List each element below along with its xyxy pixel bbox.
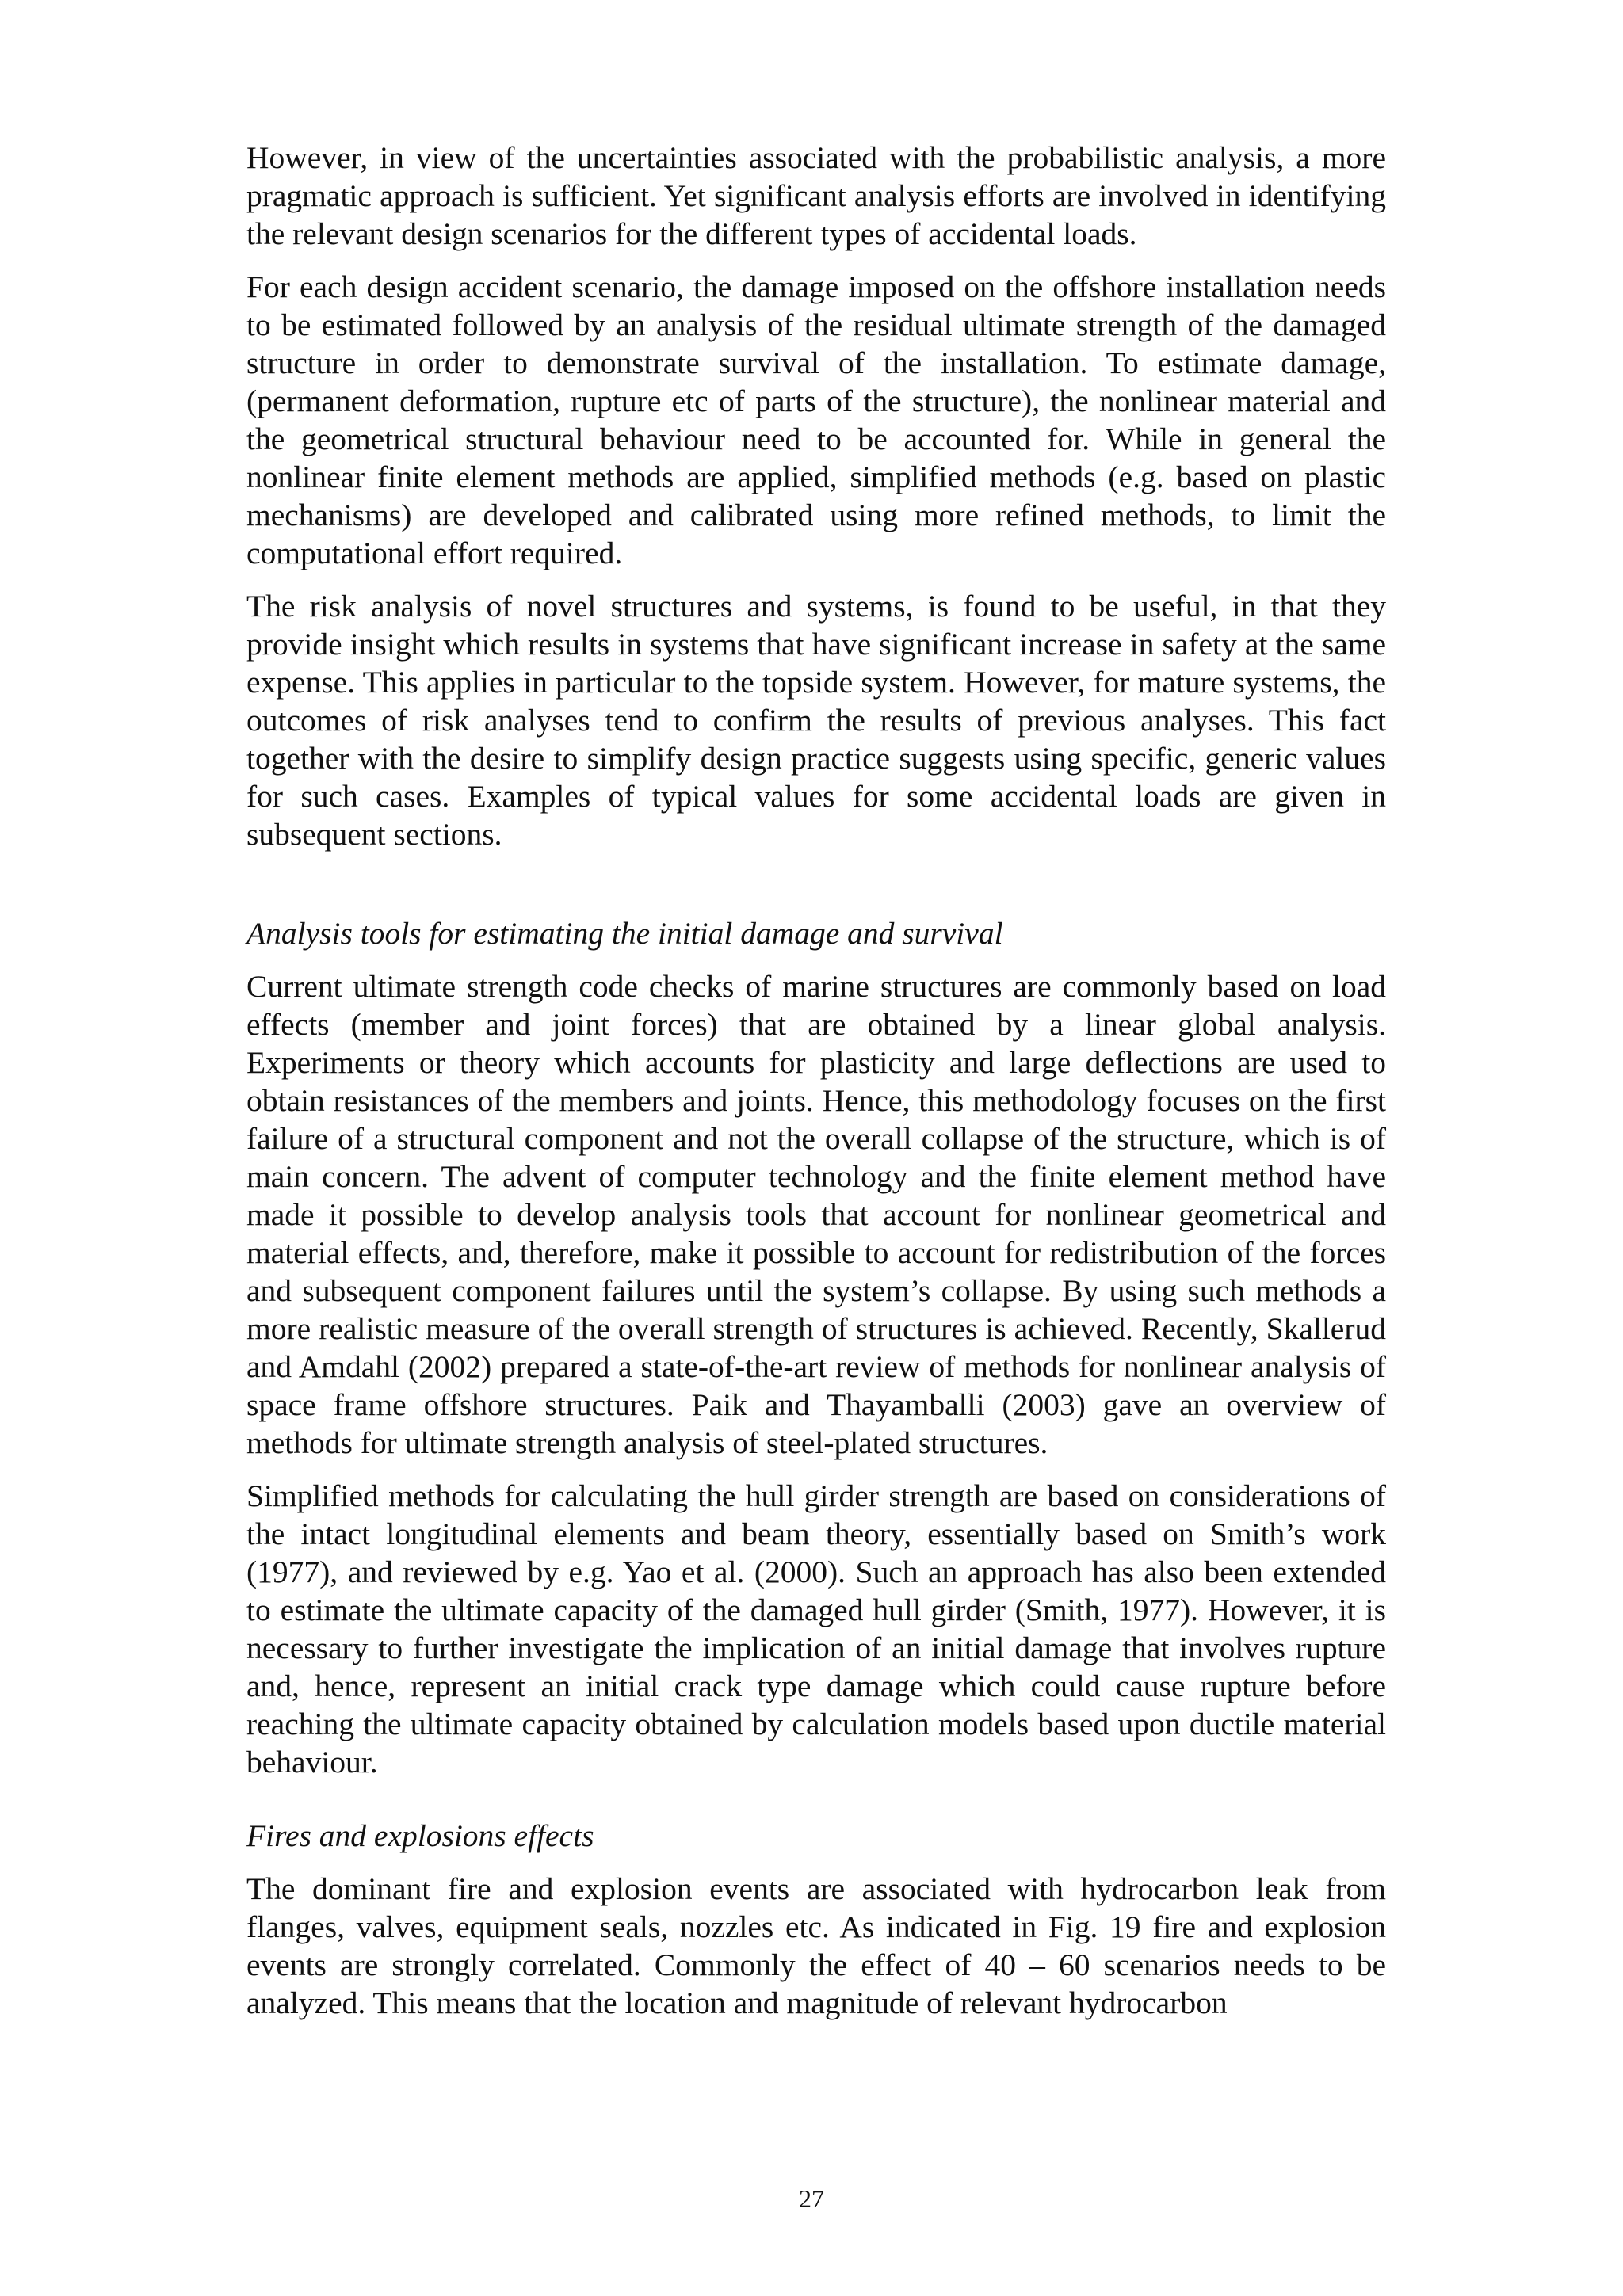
paragraph: However, in view of the uncertainties associated with the probabilistic analysis, a more pragmatic approach is sufficient. Yet significant analysis efforts are involved in identifying the relevant design scenarios for the different types of accidental loads. — [246, 140, 1386, 251]
paragraph: The dominant fire and explosion events are associated with hydrocarbon leak from flanges, valves, equipment seals, nozzles etc. As indicated in Fig. 19 fire and explosion events are strongly correlated. Commonly the effect of 40 – 60 scenarios needs to be analyzed. This means that the location and magnitude of relevant hydrocarbon — [246, 1871, 1386, 2020]
paragraph: For each design accident scenario, the damage imposed on the offshore installation needs to be estimated followed by an analysis of the residual ultimate strength of the damaged structure in order to demonstrate survival of the installation. To estimate damage, (permanent deformation, rupture etc of parts of the structure), the nonlinear material and the geometrical structural behaviour need to be accounted for. While in general the nonlinear finite element methods are applied, simplified methods (e.g. based on plastic mechanisms) are developed and calibrated using more refined methods, to limit the computational effort required. — [246, 269, 1386, 570]
paragraph: Current ultimate strength code checks of marine structures are commonly based on load effects (member and joint forces) that are obtained by a linear global analysis. Experiments or theory which accounts for plasticity and large deflections are used to obtain resistances of the members and joints. Hence, this methodology focuses on the first failure of a structural component and not the overall collapse of the structure, which is of main concern. The advent of computer technology and the finite element method have made it possible to develop analysis tools that account for nonlinear geometrical and material effects, and, therefore, make it possible to account for redistribution of the forces and subsequent component failures until the system’s collapse. By using such methods a more realistic measure of the overall strength of structures is achieved. Recently, Skallerud and Amdahl (2002) prepared a state-of-the-art review of methods for nonlinear analysis of space frame offshore structures. Paik and Thayamballi (2003) gave an overview of methods for ultimate strength analysis of steel-plated structures. — [246, 969, 1386, 1460]
paragraph: The risk analysis of novel structures and systems, is found to be useful, in that they provide insight which results in systems that have significant increase in safety at the same expense. This applies in particular to the topside system. However, for mature systems, the outcomes of risk analyses tend to confirm the results of previous analyses. This fact together with the desire to simplify design practice suggests using specific, generic values for such cases. Examples of typical values for some accidental loads are given in subsequent sections. — [246, 589, 1386, 852]
page-number: 27 — [799, 2184, 824, 2213]
section-heading: Fires and explosions effects — [246, 1818, 594, 1853]
section-heading: Analysis tools for estimating the initial damage and survival — [246, 916, 1003, 951]
document-page — [246, 139, 1386, 2037]
paragraph: Simplified methods for calculating the hull girder strength are based on considerations of the intact longitudinal elements and beam theory, essentially based on Smith’s work (1977), and reviewed by e.g. Yao et al. (2000). Such an approach has also been extended to estimate the ultimate capacity of the damaged hull girder (Smith, 1977). However, it is necessary to further investigate the implication of an initial damage that involves rupture and, hence, represent an initial crack type damage which could cause rupture before reaching the ultimate capacity obtained by calculation models based upon ductile material behaviour. — [246, 1478, 1386, 1779]
